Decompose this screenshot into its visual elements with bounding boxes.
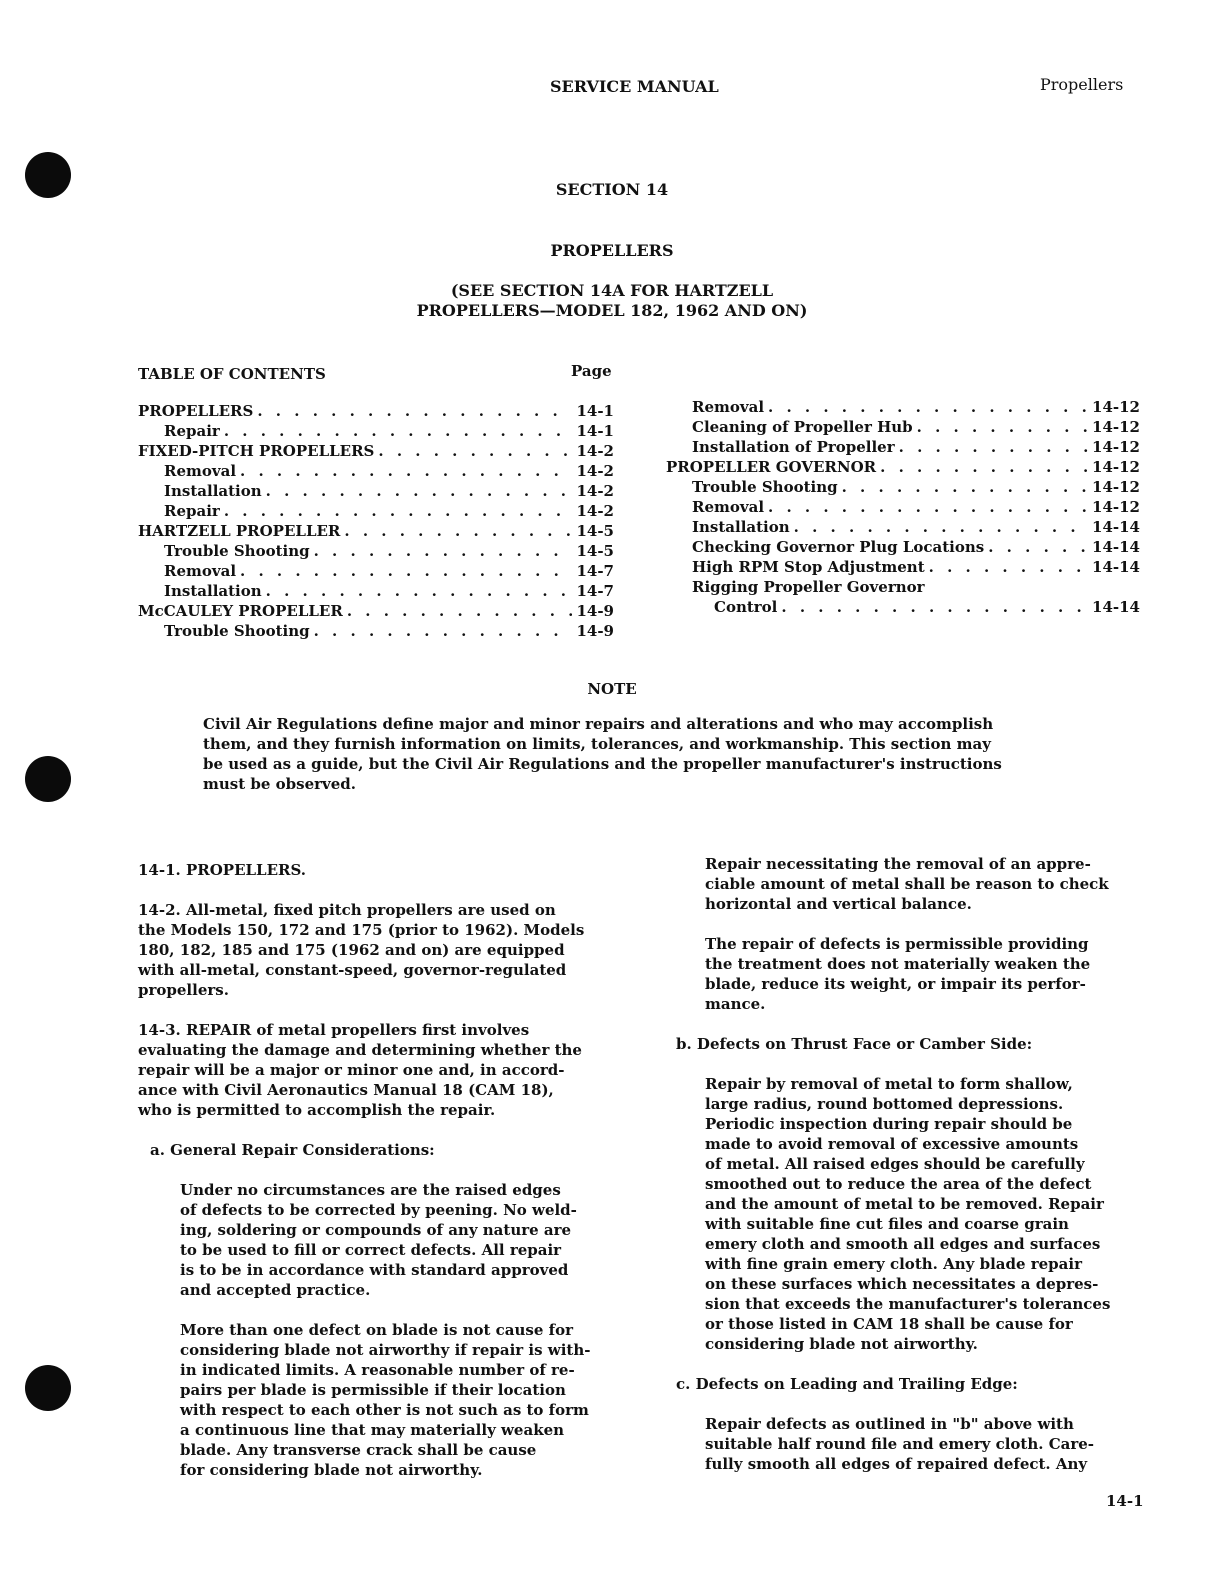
toc-leader-dots (899, 437, 1088, 457)
running-header-chapter: Propellers (1040, 75, 1124, 94)
section-number: SECTION 14 (555, 180, 669, 199)
item-c-paragraph: Repair defects as outlined in "b" above with suitable half round file and emery cloth. Care- fully smooth all edges of repaired defect. Any (705, 1415, 1095, 1473)
repair-balance-paragraph: Repair necessitating the removal of an appre- ciable amount of metal shall be reason to check horizontal and vertical balance. (705, 855, 1109, 913)
toc-entry-page: 14-9 (576, 602, 614, 620)
toc-entry (666, 417, 1140, 437)
toc-page-label: Page (571, 362, 612, 380)
toc-entry (666, 497, 1140, 517)
toc-leader-dots (768, 397, 1088, 417)
toc-entry (138, 441, 614, 461)
toc-entry (666, 517, 1140, 537)
toc-entry (138, 541, 614, 561)
toc-entry (138, 421, 614, 441)
toc-entry-page: 14-1 (576, 422, 614, 440)
toc-entry-label: Installation (164, 582, 262, 600)
toc-leader-dots (314, 541, 573, 561)
toc-entry (138, 481, 614, 501)
section-title: PROPELLERS (550, 241, 674, 260)
toc-entry-label: HARTZELL PROPELLER (138, 522, 341, 540)
toc-entry-page: 14-14 (1092, 598, 1140, 616)
toc-leader-dots (768, 497, 1088, 517)
note-text: Civil Air Regulations define major and minor repairs and alterations and who may accomplish them, and they furnish information on limits, tolerances, and workmanship. This section may be used as a guide, but the Civil Air Regulations and the propeller manufacturer's instructions must be observed. (203, 715, 1002, 793)
toc-entry-page: 14-14 (1092, 518, 1140, 536)
toc-entry-label: Repair (164, 422, 220, 440)
toc-entry (666, 597, 1140, 617)
toc-leader-dots (378, 441, 572, 461)
toc-entry-label: PROPELLERS (138, 402, 254, 420)
toc-entry (666, 557, 1140, 577)
toc-entry (666, 537, 1140, 557)
toc-entry-page: 14-2 (576, 482, 614, 500)
toc-entry-label: Removal (692, 398, 765, 416)
toc-entry-page: 14-12 (1092, 438, 1140, 456)
toc-leader-dots (781, 597, 1088, 617)
toc-entry-label: Trouble Shooting (692, 478, 838, 496)
toc-entry-label: Trouble Shooting (164, 622, 310, 640)
toc-entry-page: 14-7 (576, 582, 614, 600)
toc-entry-page: 14-12 (1092, 418, 1140, 436)
toc-entry-label: McCAULEY PROPELLER (138, 602, 343, 620)
toc-entry-page: 14-5 (576, 542, 614, 560)
toc-leader-dots (240, 461, 572, 481)
toc-right-column (666, 397, 1140, 617)
toc-entry-page: 14-12 (1092, 458, 1140, 476)
toc-entry (666, 457, 1140, 477)
toc-entry-label: Checking Governor Plug Locations (692, 538, 985, 556)
toc-entry-label: Trouble Shooting (164, 542, 310, 560)
toc-entry (138, 501, 614, 521)
toc-entry-label: Removal (692, 498, 765, 516)
toc-entry-page: 14-1 (576, 402, 614, 420)
item-b-heading: b. Defects on Thrust Face or Camber Side: (676, 1035, 1033, 1053)
toc-entry-label: Installation (692, 518, 790, 536)
toc-entry-page: 14-7 (576, 562, 614, 580)
toc-leader-dots (224, 501, 573, 521)
toc-entry (138, 521, 614, 541)
paragraph-14-2: 14-2. All-metal, fixed pitch propellers are used on the Models 150, 172 and 175 (prior to 1962). Models 180, 182, 185 and 175 (1962 and on) are equipped with all-metal, constant-speed, governor-regulated propellers. (138, 901, 585, 999)
toc-heading: TABLE OF CONTENTS (138, 365, 326, 383)
toc-entry (138, 401, 614, 421)
repair-defects-paragraph: The repair of defects is permissible providing the treatment does not materially weaken the blade, reduce its weight, or impair its perfor- mance. (705, 935, 1091, 1013)
toc-entry (666, 577, 1140, 597)
toc-entry (138, 581, 614, 601)
toc-entry-page: 14-2 (576, 502, 614, 520)
toc-entry-page: 14-14 (1092, 538, 1140, 556)
toc-entry-page: 14-5 (576, 522, 614, 540)
toc-entry-page: 14-12 (1092, 478, 1140, 496)
toc-leader-dots (929, 557, 1088, 577)
toc-leader-dots (266, 481, 573, 501)
toc-leader-dots (842, 477, 1088, 497)
toc-entry (666, 397, 1140, 417)
toc-entry-page: 14-12 (1092, 498, 1140, 516)
toc-leader-dots (880, 457, 1088, 477)
toc-entry-label: Installation (164, 482, 262, 500)
toc-entry-label: Repair (164, 502, 220, 520)
toc-leader-dots (344, 521, 572, 541)
toc-leader-dots (257, 401, 572, 421)
item-b-paragraph: Repair by removal of metal to form shallow, large radius, round bottomed depressions. Periodic inspection during repair should be made to avoid removal of excessive amounts of metal. All raised edges should be carefully smoothed out to reduce the area of the defect and the amount of metal to be removed. Repair with suitable fine cut files and coarse grain emery cloth and smooth all edges and surfaces with fine grain emery cloth. Any blade repair on these surfaces which necessitates a depres- sion that exceeds the manufacturer's tolerances or those listed in CAM 18 shall be cause for considering blade not airworthy. (705, 1075, 1111, 1353)
toc-entry-label: Rigging Propeller Governor (692, 578, 925, 596)
note-heading: NOTE (587, 680, 637, 698)
toc-left-column (138, 401, 614, 641)
running-header-title: SERVICE MANUAL (550, 77, 719, 96)
toc-entry-page: 14-12 (1092, 398, 1140, 416)
toc-entry (666, 437, 1140, 457)
toc-entry-page: 14-2 (576, 442, 614, 460)
toc-leader-dots (266, 581, 573, 601)
section-note-line1: (SEE SECTION 14A FOR HARTZELL (450, 281, 774, 300)
toc-entry-label: FIXED-PITCH PROPELLERS (138, 442, 375, 460)
item-a-heading: a. General Repair Considerations: (150, 1141, 435, 1159)
toc-leader-dots (917, 417, 1088, 437)
toc-leader-dots (240, 561, 572, 581)
toc-leader-dots (224, 421, 573, 441)
toc-entry (138, 601, 614, 621)
item-c-heading: c. Defects on Leading and Trailing Edge: (676, 1375, 1018, 1393)
section-note-line2: PROPELLERS—MODEL 182, 1962 AND ON) (416, 301, 808, 320)
toc-leader-dots (314, 621, 573, 641)
toc-entry-label: PROPELLER GOVERNOR (666, 458, 877, 476)
toc-entry-page: 14-14 (1092, 558, 1140, 576)
toc-leader-dots (988, 537, 1088, 557)
toc-entry (138, 621, 614, 641)
toc-entry (666, 477, 1140, 497)
toc-entry-label: Control (714, 598, 778, 616)
binder-hole-middle (25, 756, 71, 802)
heading-14-1: 14-1. PROPELLERS. (138, 861, 307, 879)
toc-entry (138, 461, 614, 481)
toc-entry (138, 561, 614, 581)
toc-entry-label: Removal (164, 562, 237, 580)
item-a-paragraph-1: Under no circumstances are the raised edges of defects to be corrected by peening. No weld- ing, soldering or compounds of any nature are to be used to fill or correct defects. All repair is to be in accordance with standard approved and accepted practice. (180, 1181, 577, 1299)
binder-hole-bottom (25, 1365, 71, 1411)
toc-entry-label: Removal (164, 462, 237, 480)
left-column (138, 860, 618, 1500)
right-column (676, 854, 1146, 1494)
paragraph-14-3: 14-3. REPAIR of metal propellers first involves evaluating the damage and determining whether the repair will be a major or minor one and, in accord- ance with Civil Aeronautics Manual 18 (CAM 18), who is permitted to accomplish the repair. (138, 1021, 582, 1119)
toc-entry-label: Installation of Propeller (692, 438, 895, 456)
toc-leader-dots (347, 601, 573, 621)
toc-entry-label: High RPM Stop Adjustment (692, 558, 925, 576)
toc-leader-dots (794, 517, 1088, 537)
toc-entry-label: Cleaning of Propeller Hub (692, 418, 913, 436)
page-number: 14-1 (1106, 1492, 1144, 1510)
toc-entry-page: 14-2 (576, 462, 614, 480)
item-a-paragraph-2: More than one defect on blade is not cause for considering blade not airworthy if repair is with- in indicated limits. A reasonable number of re- pairs per blade is permissible if their location with respect to each other is not such as to form a continuous line that may materially weaken blade. Any transverse crack shall be cause for considering blade not airworthy. (180, 1321, 591, 1479)
toc-entry-page: 14-9 (576, 622, 614, 640)
